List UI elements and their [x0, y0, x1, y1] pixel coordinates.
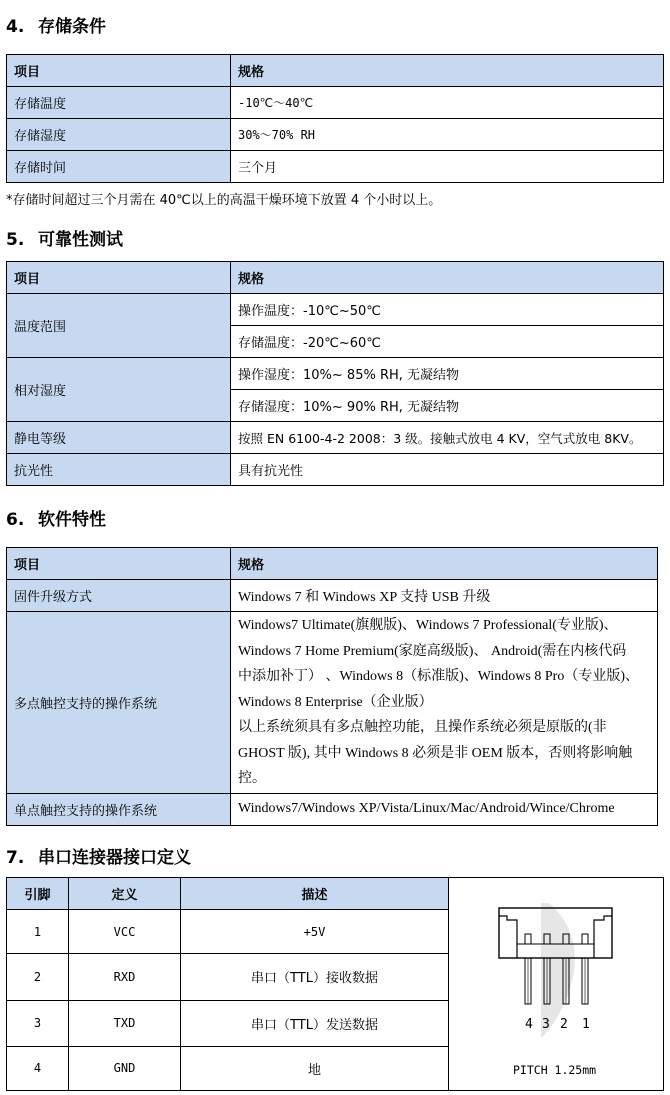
- row-label: 相对湿度: [7, 358, 231, 422]
- pin-number-label: 4: [525, 1017, 533, 1032]
- row-label: 固件升级方式: [7, 580, 231, 612]
- section-number: 5.: [6, 230, 25, 250]
- def-cell: RXD: [69, 954, 181, 1000]
- table-row: [7, 580, 658, 612]
- row-label: 抗光性: [7, 454, 231, 486]
- row-label: 存储时间: [7, 151, 231, 183]
- header-spec: 规格: [231, 548, 658, 580]
- pin-cell: 1: [7, 910, 69, 954]
- pin-cell: 4: [7, 1046, 69, 1090]
- table-row: [7, 151, 664, 183]
- text-line: Windows 7 Home Premium(家庭高级版)、 Android(需在内核代码: [238, 643, 627, 659]
- table-row: [7, 422, 664, 454]
- table-row: [7, 454, 664, 486]
- header-item: 项目: [7, 548, 231, 580]
- connector-figure-cell: [449, 878, 664, 1091]
- section-number: 7.: [6, 848, 25, 868]
- row-value: 存储温度：-20℃~60℃: [231, 326, 664, 358]
- row-label: 存储温度: [7, 87, 231, 119]
- section-title: 存储条件: [38, 17, 106, 37]
- table-header-row: [7, 262, 664, 294]
- def-cell: GND: [69, 1046, 181, 1090]
- def-cell: VCC: [69, 910, 181, 954]
- row-value: [231, 612, 658, 794]
- row-value: Windows7/Windows XP/Vista/Linux/Mac/Android/Wince/Chrome: [231, 793, 658, 825]
- header-spec: 规格: [231, 55, 664, 87]
- table-row: [7, 793, 658, 825]
- text-line: 控。: [238, 771, 266, 786]
- desc-cell: 串口（TTL）发送数据: [181, 1000, 449, 1046]
- row-value: 存储湿度：10%~ 90% RH, 无凝结物: [231, 390, 664, 422]
- desc-cell: +5V: [181, 910, 449, 954]
- desc-cell: 地: [181, 1046, 449, 1090]
- row-label: 温度范围: [7, 294, 231, 358]
- header-spec: 规格: [231, 262, 664, 294]
- table-row: [7, 294, 664, 326]
- header-def: 定义: [69, 878, 181, 910]
- section-title: 串口连接器接口定义: [38, 848, 191, 868]
- section-7-heading: [6, 843, 191, 868]
- section-title: 可靠性测试: [38, 230, 123, 250]
- header-item: 项目: [7, 55, 231, 87]
- connector-diagram: [449, 878, 663, 1090]
- section-4-heading: [6, 12, 106, 37]
- text-line: Windows7 Ultimate(旗舰版)、Windows 7 Professional(专业版)、: [238, 618, 618, 633]
- pin-cell: 2: [7, 954, 69, 1000]
- row-value: 具有抗光性: [231, 454, 664, 486]
- storage-table: [6, 54, 664, 183]
- section-5-heading: [6, 225, 123, 250]
- section-title: 软件特性: [38, 510, 106, 530]
- software-table: [6, 547, 658, 826]
- row-value: Windows 7 和 Windows XP 支持 USB 升级: [231, 580, 658, 612]
- row-value: 30%～70% RH: [231, 119, 664, 151]
- pin-cell: 3: [7, 1000, 69, 1046]
- table-row: [7, 612, 658, 794]
- desc-cell: 串口（TTL）接收数据: [181, 954, 449, 1000]
- pin-number-label: 3: [542, 1017, 550, 1032]
- section-6-heading: [6, 505, 106, 530]
- row-value: -10℃～40℃: [231, 87, 664, 119]
- row-value: 按照 EN 6100-4-2 2008：3 级。接触式放电 4 KV，空气式放电 8KV。: [231, 422, 664, 454]
- pin-number-label: 2: [560, 1017, 568, 1032]
- reliability-table: [6, 261, 664, 486]
- table-header-row: [7, 878, 664, 910]
- table-row: [7, 87, 664, 119]
- section-number: 6.: [6, 510, 25, 530]
- header-item: 项目: [7, 262, 231, 294]
- connector-table: [6, 877, 664, 1091]
- row-label: 多点触控支持的操作系统: [7, 612, 231, 794]
- table-row: [7, 358, 664, 390]
- header-pin: 引脚: [7, 878, 69, 910]
- text-line: Windows 8 Enterprise（企业版）: [238, 694, 433, 710]
- pin-number-label: 1: [582, 1017, 590, 1032]
- table-header-row: [7, 548, 658, 580]
- text-line: 以上系统须具有多点触控功能，且操作系统必须是原版的(非: [238, 720, 607, 735]
- text-line: 中添加补丁） 、Windows 8（标准版)、Windows 8 Pro（专业版)、: [238, 669, 639, 684]
- def-cell: TXD: [69, 1000, 181, 1046]
- row-value: 操作温度：-10℃~50℃: [231, 294, 664, 326]
- section-number: 4.: [6, 17, 25, 37]
- text-line: GHOST 版), 其中 Windows 8 必须是非 OEM 版本，否则将影响触: [238, 745, 633, 761]
- table-row: [7, 119, 664, 151]
- header-desc: 描述: [181, 878, 449, 910]
- row-label: 静电等级: [7, 422, 231, 454]
- table-header-row: [7, 55, 664, 87]
- row-label: 存储湿度: [7, 119, 231, 151]
- row-value: 三个月: [231, 151, 664, 183]
- pitch-label: PITCH 1.25mm: [513, 1063, 597, 1077]
- storage-note: *存储时间超过三个月需在 40℃以上的高温干燥环境下放置 4 个小时以上。: [6, 193, 442, 208]
- row-value: 操作湿度：10%~ 85% RH, 无凝结物: [231, 358, 664, 390]
- row-label: 单点触控支持的操作系统: [7, 793, 231, 825]
